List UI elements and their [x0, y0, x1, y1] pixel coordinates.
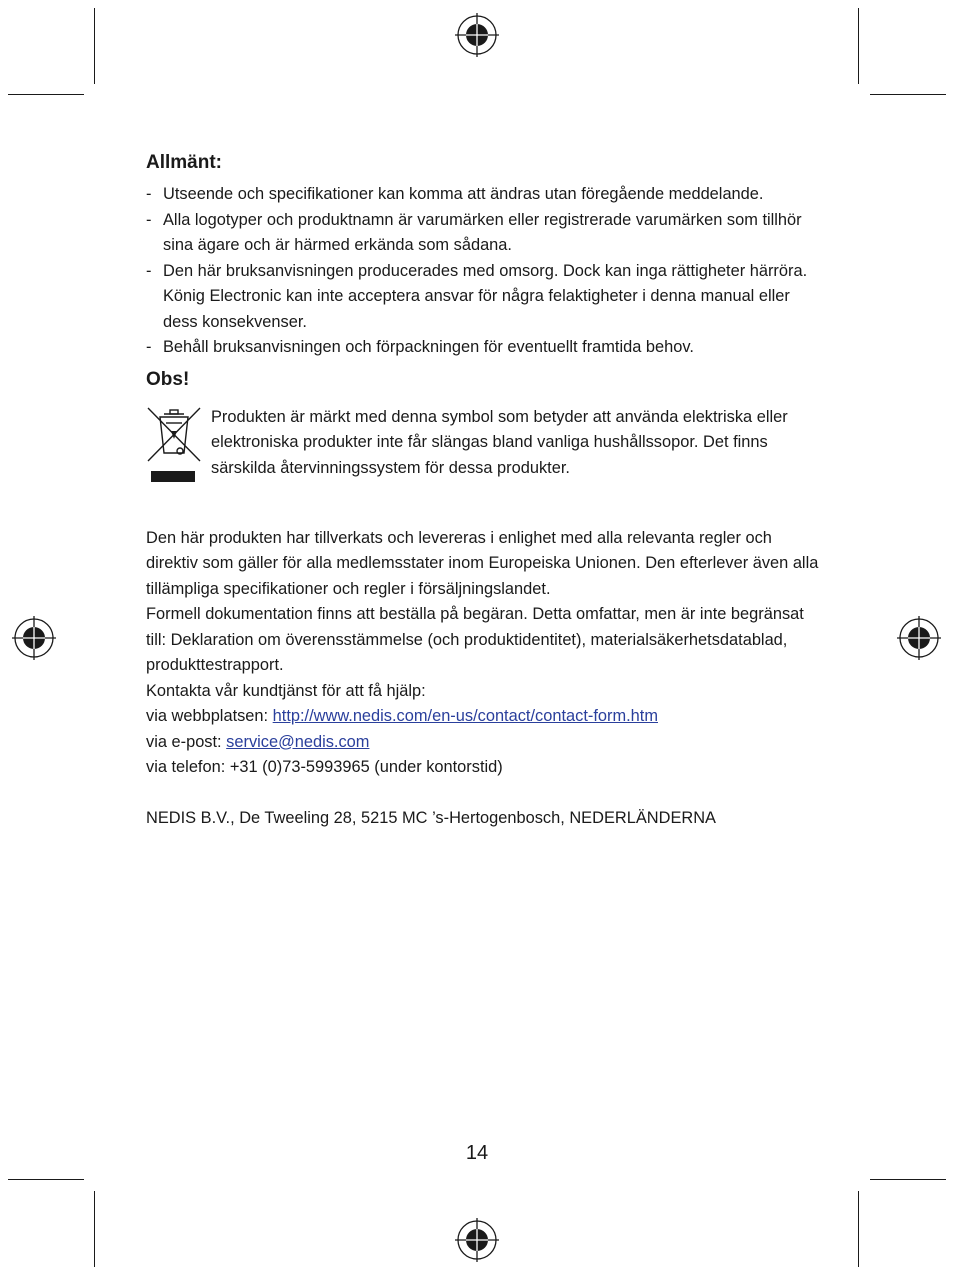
crop-mark	[858, 1191, 859, 1267]
contact-web-label: via webbplatsen:	[146, 707, 273, 725]
documentation-paragraph: Formell dokumentation finns att beställa på begäran. Detta omfattar, men är inte begränsat till: Deklaration om överensstämmelse (och produktidentitet), materialsäkerhetsdatablad, produkttestrapport.	[146, 605, 804, 674]
contact-web-line	[146, 704, 826, 730]
page-content	[146, 150, 826, 832]
list-item: - Utseende och specifikationer kan komma att ändras utan föregående meddelande.	[146, 182, 826, 208]
list-item: - Alla logotyper och produktnamn är varumärken eller registrerade varumärken som tillhör sina ägare och är härmed erkända som sådana.	[146, 208, 826, 259]
registration-mark-icon	[12, 616, 56, 660]
contact-email-label: via e-post:	[146, 732, 227, 751]
contact-email-line	[146, 730, 826, 756]
registration-mark-icon	[455, 1218, 499, 1262]
compliance-section	[146, 526, 826, 781]
crop-mark	[870, 94, 946, 95]
compliance-paragraph: Den här produkten har tillverkats och levereras i enlighet med alla relevanta regler och direktiv som gäller för alla medlemsstater inom Europeiska Unionen. Den efterlever även alla tillämpliga specifikationer och regler i försäljningslandet.	[146, 528, 819, 598]
email-link[interactable]: service@nedis.com	[226, 732, 370, 751]
registration-mark-icon	[455, 13, 499, 57]
weee-notice-text: Produkten är märkt med denna symbol som betyder att använda elektriska eller elektroniska produkter inte får slängas bland vanliga hushållssopor. Det finns särskilda återvinningssystem för dessa produkter.	[211, 407, 788, 477]
weee-crossed-bin-icon	[146, 405, 204, 483]
company-address: NEDIS B.V., De Tweeling 28, 5215 MC ’s-Hertogenbosch, NEDERLÄNDERNA	[146, 809, 716, 827]
crop-mark	[858, 8, 859, 84]
section-title-notice: Obs!	[146, 368, 190, 390]
crop-mark	[8, 94, 84, 95]
contact-form-link[interactable]: http://www.nedis.com/en-us/contact/contact-form.htm	[272, 707, 658, 725]
list-item: - Den här bruksanvisningen producerades med omsorg. Dock kan inga rättigheter härröra. König Electronic kan inte acceptera ansvar för några felaktigheter i denna manual eller dess konsekvenser.	[146, 259, 826, 336]
general-list	[146, 182, 826, 361]
crop-mark	[94, 1191, 95, 1267]
page-number: 14	[465, 1142, 489, 1164]
crop-mark	[8, 1179, 84, 1180]
contact-intro: Kontakta vår kundtjänst för att få hjälp:	[146, 681, 426, 700]
crop-mark	[94, 8, 95, 84]
crop-mark	[870, 1179, 946, 1180]
weee-notice	[146, 405, 826, 483]
section-title-general: Allmänt:	[146, 152, 222, 173]
contact-phone-line: via telefon: +31 (0)73-5993965 (under kontorstid)	[146, 758, 503, 776]
registration-mark-icon	[897, 616, 941, 660]
list-item: - Behåll bruksanvisningen och förpackningen för eventuellt framtida behov.	[146, 335, 826, 361]
